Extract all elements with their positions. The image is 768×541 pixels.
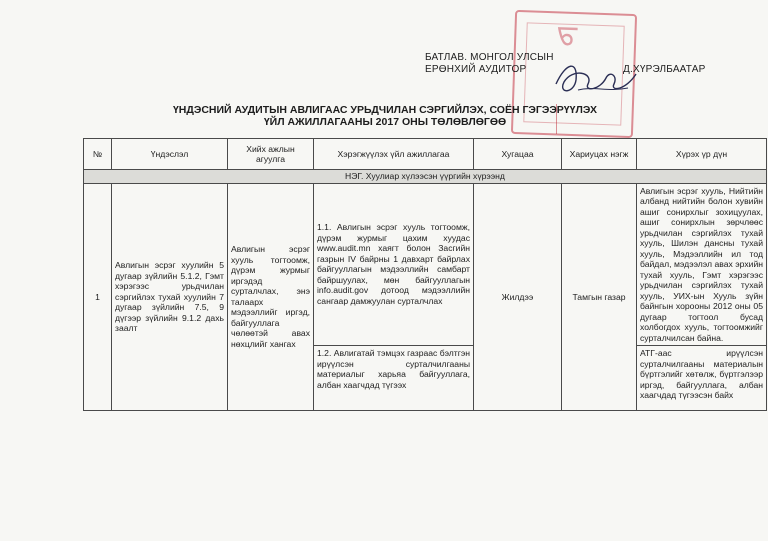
approver-name: Д.ХҮРЭЛБААТАР xyxy=(623,64,706,75)
section-title: НЭГ. Хуулиар хүлээсэн үүргийн хүрээнд xyxy=(84,170,767,184)
header-responsible: Хариуцах нэгж xyxy=(562,139,637,170)
header-result: Хүрэх үр дүн xyxy=(637,139,767,170)
row-result-1: Авлигын эсрэг хууль, Нийтийн албанд нийтийн болон хувийн ашиг сонирхлыг зохицуулах, ашиг сонирхлын зөрчлөөс урьдчилан сэргийлэх тухай хууль, Шилэн дансны тухай хууль, Мэдээллийн ил тод байдал, мэдээлэл авах эрхийн тухай хууль, Гэмт хэрэгээс урьдчилан сэргийлэх тухай хууль, УИХ-ын Хууль зүйн байнгын хорооны 2012 оны 05 дугаар тогтоол бусад холбогдох хууль, тогтоомжийг сурталчилсан байна. xyxy=(637,183,767,346)
header-content: Хийх ажлын агуулга xyxy=(228,139,314,170)
row-activity-1: 1.1. Авлигын эсрэг хууль тогтоомж, дүрэм журмыг цахим хуудас www.audit.mn хаягт болон Засгийн газрын IV байрны 1 давхарт байрлах байгууллагын мэдээллийн самбарт байршуулах, мөн байгууллагын info.audit.gov дотоод мэдээллийн сангаар дамжуулан сурталчлах xyxy=(314,183,474,346)
approval-line-2: ЕРӨНХИЙ АУДИТОР xyxy=(425,64,527,75)
title-line-2: ҮЙЛ АЖИЛЛАГААНЫ 2017 ОНЫ ТӨЛӨВЛӨГӨӨ xyxy=(263,116,507,128)
table-header-row xyxy=(84,139,767,170)
row-responsible: Тамгын газар xyxy=(562,183,637,411)
row-number: 1 xyxy=(84,183,112,411)
section-row xyxy=(84,170,767,184)
seal-edge-mark xyxy=(556,104,567,134)
row-activity-2: 1.2. Авлигатай тэмцэх газраас бэлтгэн ирүүлсэн сурталчилгааны материалыг харьяа байгууллага, албан хаагчдад түгээх xyxy=(314,346,474,411)
header-basis: Үндэслэл xyxy=(112,139,228,170)
header-activity: Хэрэгжүүлэх үйл ажиллагаа xyxy=(314,139,474,170)
approval-line-1: БАТЛАВ. МОНГОЛ УЛСЫН xyxy=(425,52,554,63)
header-number: № xyxy=(84,139,112,170)
handwritten-signature xyxy=(548,54,643,102)
table-row xyxy=(84,183,767,346)
title-line-1: ҮНДЭСНИЙ АУДИТЫН АВЛИГААС УРЬДЧИЛАН СЭРГИЙЛЭХ, СОЁН ГЭГЭЭРҮҮЛЭХ xyxy=(172,104,598,116)
plan-table xyxy=(83,138,767,411)
row-content: Авлигын эсрэг хууль тогтоомж, дүрэм журмыг иргэдэд сурталчлах, энэ талаарх мэдээллийг иргэд, байгууллага чөлөөтэй авах нөхцлийг хангах xyxy=(228,183,314,411)
approval-block xyxy=(425,52,706,76)
header-timeframe: Хугацаа xyxy=(474,139,562,170)
soyombo-seal-icon: ᠳ xyxy=(555,14,580,49)
row-timeframe: Жилдээ xyxy=(474,183,562,411)
row-result-2: АТГ-аас ирүүлсэн сурталчилгааны материалын бүртгэлийг хөтөлж, бүртгэлээр иргэд, байгууллага, албан хаагчдад түгээсэн байх xyxy=(637,346,767,411)
row-basis: Авлигын эсрэг хуулийн 5 дугаар зүйлийн 5.1.2, Гэмт хэрэгээс урьдчилан сэргийлэх тухай хуулийн 7 дугаар зүйлийн 7.5, 9 дүгээр зүйлийн 9.1.2 дахь заалт xyxy=(112,183,228,411)
